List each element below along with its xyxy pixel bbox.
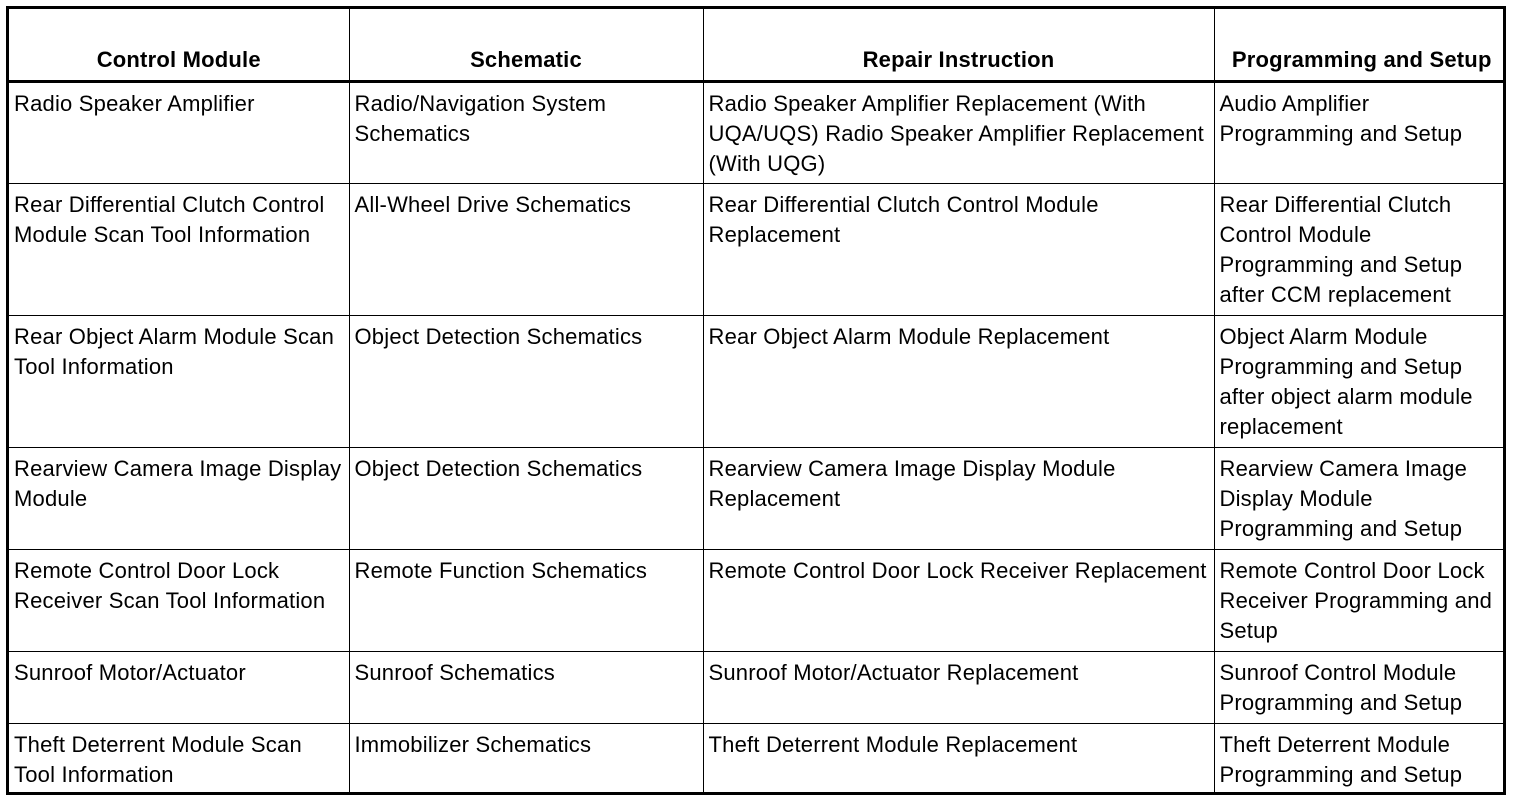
- cell-programming-and-setup: Theft Deterrent Module Programming and Setup: [1214, 723, 1506, 795]
- cell-control-module: Sunroof Motor/Actuator: [9, 651, 349, 723]
- cell-repair-instruction: Sunroof Motor/Actuator Replacement: [703, 651, 1214, 723]
- module-reference-table-container: [6, 6, 1506, 795]
- cell-control-module: Theft Deterrent Module Scan Tool Information: [9, 723, 349, 795]
- cell-control-module: Rear Object Alarm Module Scan Tool Information: [9, 315, 349, 447]
- cell-repair-instruction: Radio Speaker Amplifier Replacement (With UQA/UQS) Radio Speaker Amplifier Replacement (With UQG): [703, 81, 1214, 183]
- cell-repair-instruction: Rear Object Alarm Module Replacement: [703, 315, 1214, 447]
- cell-control-module: Rear Differential Clutch Control Module Scan Tool Information: [9, 183, 349, 315]
- table-row: [9, 723, 1506, 795]
- header-programming-and-setup: Programming and Setup: [1214, 9, 1506, 81]
- table-row: [9, 651, 1506, 723]
- cell-repair-instruction: Rear Differential Clutch Control Module Replacement: [703, 183, 1214, 315]
- header-repair-instruction: Repair Instruction: [703, 9, 1214, 81]
- cell-schematic: Remote Function Schematics: [349, 549, 703, 651]
- cell-schematic: Object Detection Schematics: [349, 447, 703, 549]
- table-row: [9, 315, 1506, 447]
- cell-programming-and-setup: Audio Amplifier Programming and Setup: [1214, 81, 1506, 183]
- table-header-row: [9, 9, 1506, 81]
- cell-control-module: Rearview Camera Image Display Module: [9, 447, 349, 549]
- cell-control-module: Radio Speaker Amplifier: [9, 81, 349, 183]
- header-control-module: Control Module: [9, 9, 349, 81]
- cell-programming-and-setup: Remote Control Door Lock Receiver Programming and Setup: [1214, 549, 1506, 651]
- table-row: [9, 81, 1506, 183]
- cell-programming-and-setup: Rear Differential Clutch Control Module Programming and Setup after CCM replacement: [1214, 183, 1506, 315]
- cell-programming-and-setup: Object Alarm Module Programming and Setup after object alarm module replacement: [1214, 315, 1506, 447]
- table-row: [9, 447, 1506, 549]
- cell-programming-and-setup: Rearview Camera Image Display Module Programming and Setup: [1214, 447, 1506, 549]
- table-row: [9, 183, 1506, 315]
- cell-schematic: Sunroof Schematics: [349, 651, 703, 723]
- cell-schematic: Radio/Navigation System Schematics: [349, 81, 703, 183]
- cell-repair-instruction: Theft Deterrent Module Replacement: [703, 723, 1214, 795]
- module-reference-table: [9, 9, 1506, 795]
- cell-repair-instruction: Rearview Camera Image Display Module Replacement: [703, 447, 1214, 549]
- cell-schematic: All-Wheel Drive Schematics: [349, 183, 703, 315]
- cell-schematic: Immobilizer Schematics: [349, 723, 703, 795]
- table-row: [9, 549, 1506, 651]
- cell-repair-instruction: Remote Control Door Lock Receiver Replacement: [703, 549, 1214, 651]
- cell-control-module: Remote Control Door Lock Receiver Scan Tool Information: [9, 549, 349, 651]
- header-schematic: Schematic: [349, 9, 703, 81]
- cell-programming-and-setup: Sunroof Control Module Programming and Setup: [1214, 651, 1506, 723]
- cell-schematic: Object Detection Schematics: [349, 315, 703, 447]
